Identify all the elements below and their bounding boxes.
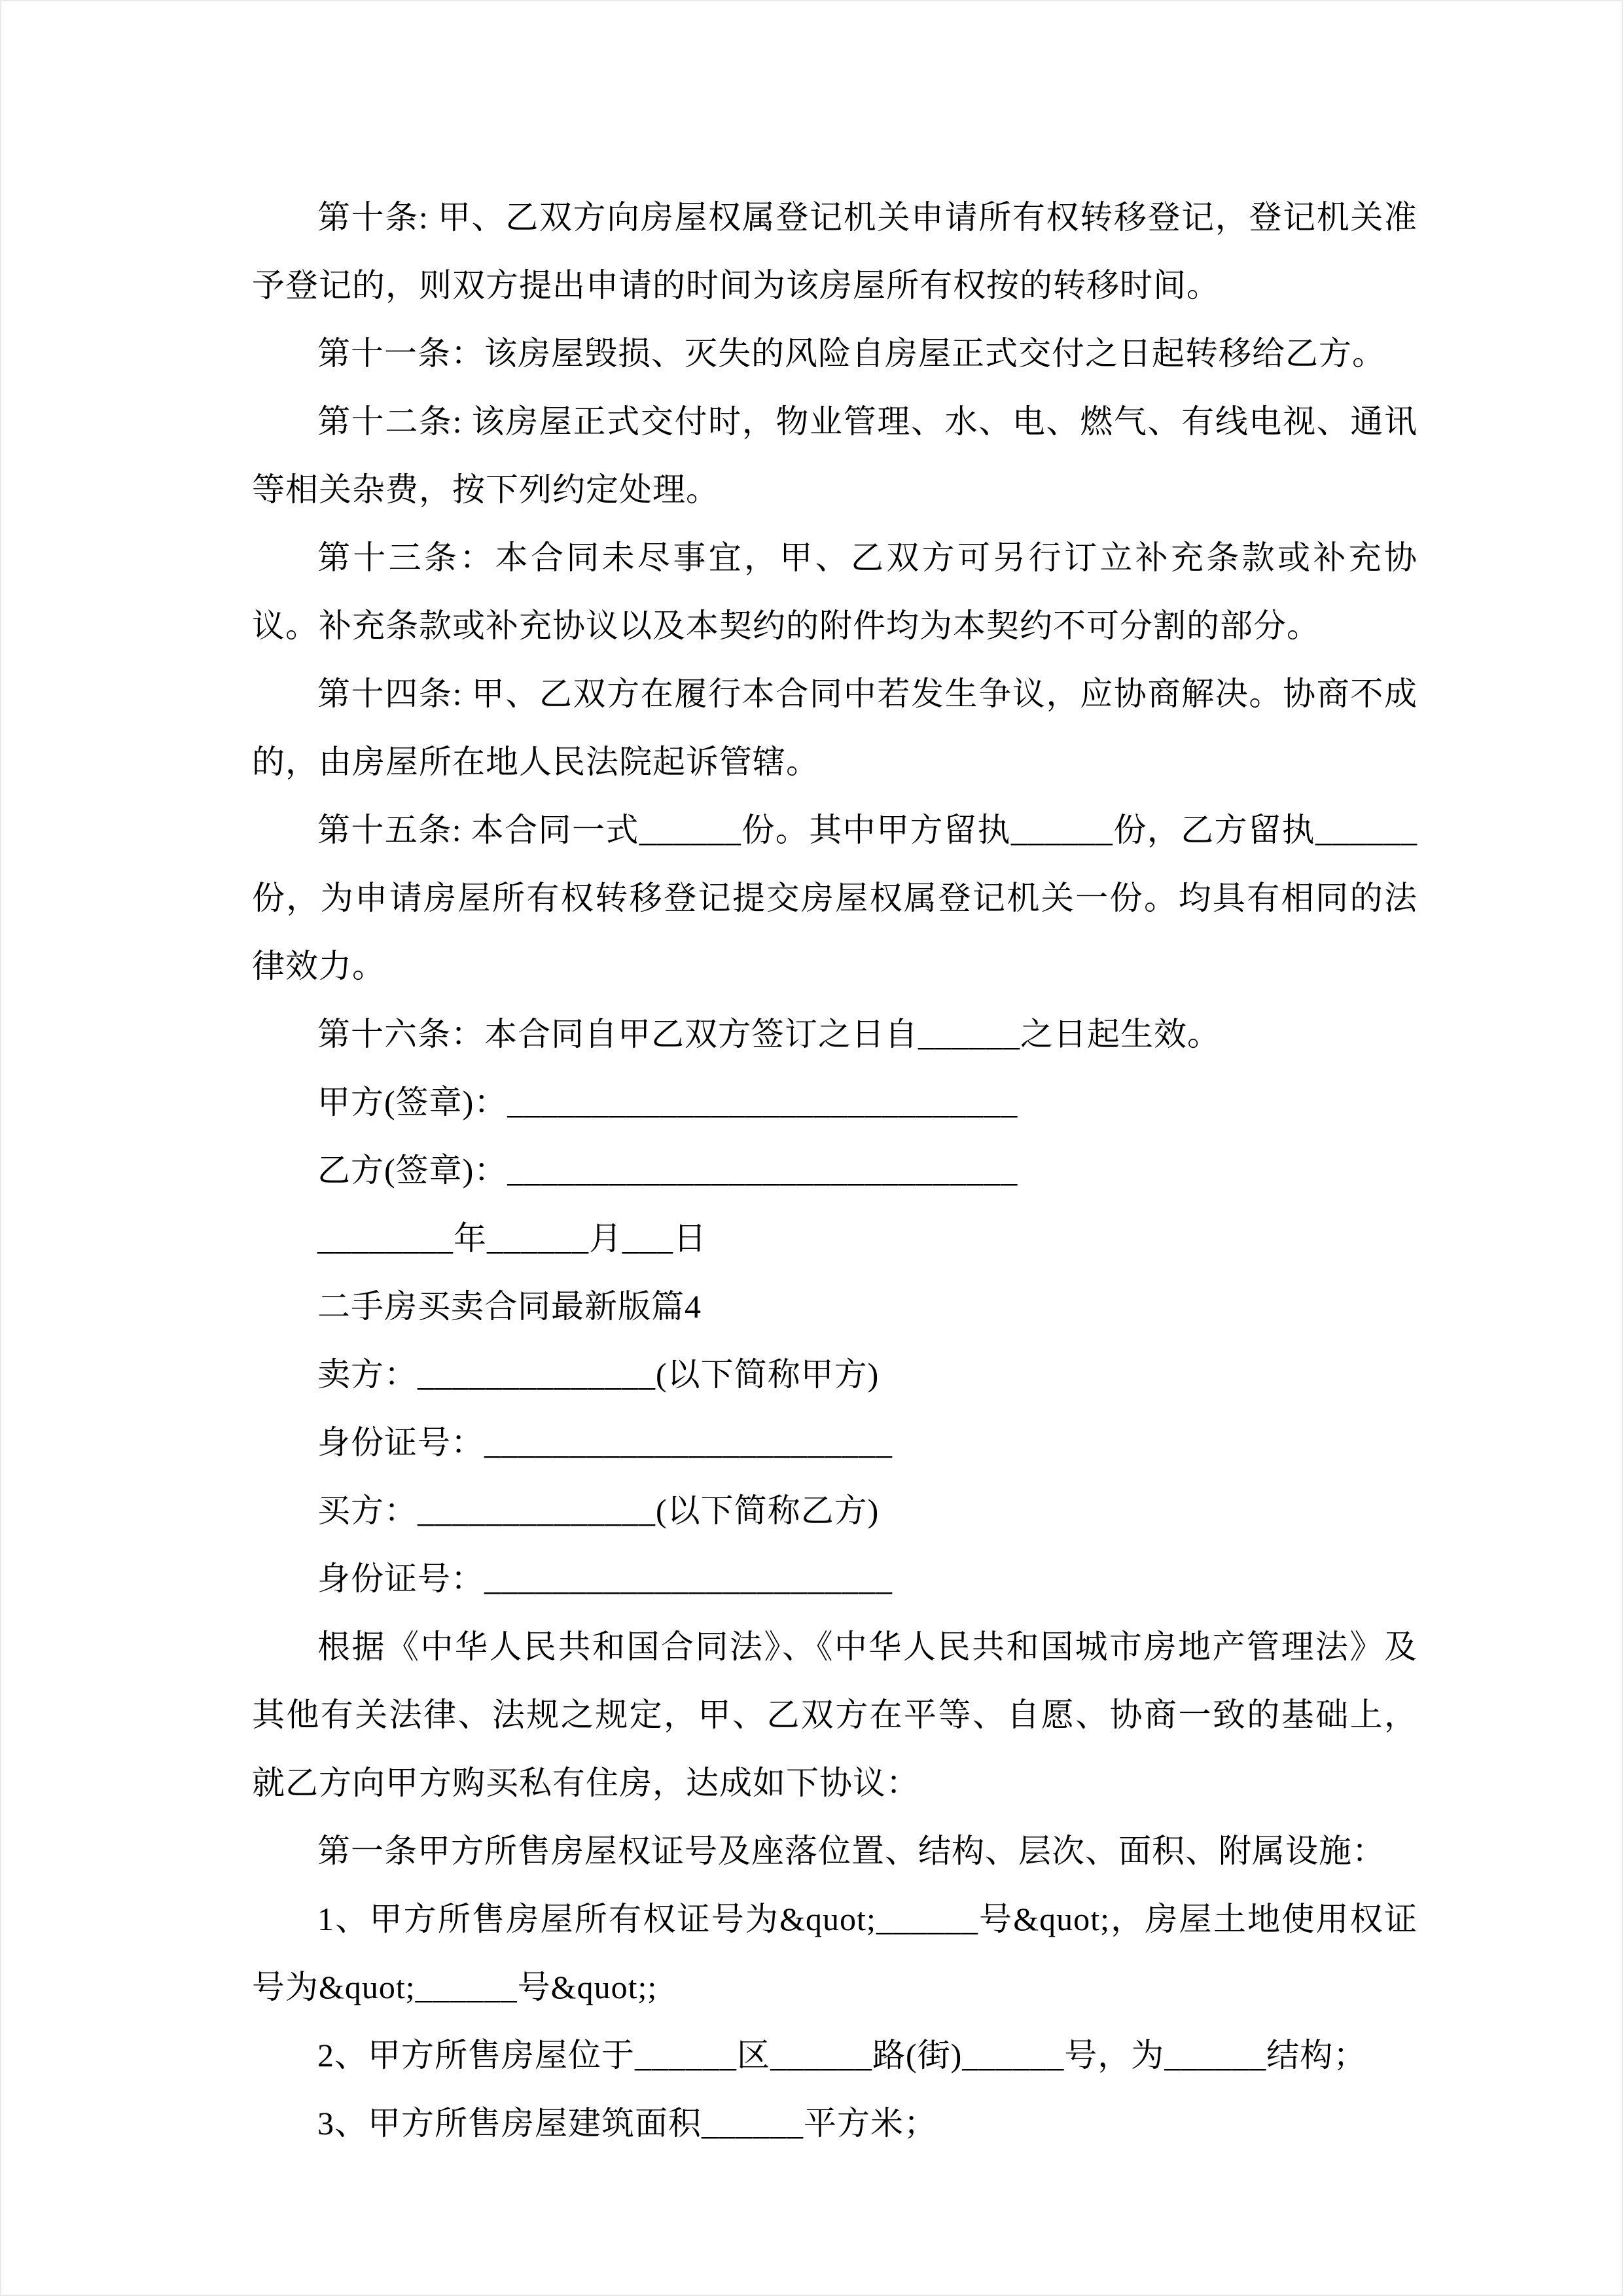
clause-1-item-1: 1、甲方所售房屋所有权证号为&quot;______号&quot;，房屋土地使用权证号为&quot;______号&quot;; — [252, 1901, 1418, 2005]
seller-line: 卖方：______________(以下简称甲方) — [317, 1356, 880, 1393]
clause-14: 第十四条: 甲、乙双方在履行本合同中若发生争议，应协商解决。协商不成的，由房屋所在地人民法院起诉管辖。 — [252, 675, 1418, 780]
signature-party-a: 甲方(签章)：______________________________ — [317, 1084, 1018, 1121]
clause-13: 第十三条：本合同未尽事宜，甲、乙双方可另行订立补充条款或补充协议。补充条款或补充协议以及本契约的附件均为本契约不可分割的部分。 — [252, 539, 1418, 644]
clause-11: 第十一条：该房屋毁损、灭失的风险自房屋正式交付之日起转移给乙方。 — [317, 335, 1385, 372]
clause-1-item-3: 3、甲方所售房屋建筑面积______平方米； — [317, 2105, 937, 2142]
clause-12: 第十二条: 该房屋正式交付时，物业管理、水、电、燃气、有线电视、通讯等相关杂费，按下列约定处理。 — [252, 403, 1418, 508]
clause-1-heading: 第一条甲方所售房屋权证号及座落位置、结构、层次、面积、附属设施： — [317, 1833, 1385, 1869]
signature-party-b: 乙方(签章)：______________________________ — [317, 1152, 1018, 1189]
date-line: ________年______月___日 — [317, 1220, 707, 1257]
buyer-id-line: 身份证号：________________________ — [317, 1560, 893, 1597]
preamble: 根据《中华人民共和国合同法》、《中华人民共和国城市房地产管理法》及其他有关法律、法规之规定，甲、乙双方在平等、自愿、协商一致的基础上，就乙方向甲方购买私有住房，达成如下协议： — [252, 1628, 1418, 1801]
section-title-part-4: 二手房买卖合同最新版篇4 — [317, 1288, 702, 1325]
seller-id-line: 身份证号：________________________ — [317, 1424, 893, 1461]
buyer-line: 买方：______________(以下简称乙方) — [317, 1492, 880, 1529]
contract-body — [252, 183, 1418, 2157]
clause-1-item-2: 2、甲方所售房屋位于______区______路(街)______号，为______结构； — [317, 2037, 1367, 2073]
clause-15: 第十五条: 本合同一式______份。其中甲方留执______份，乙方留执______份，为申请房屋所有权转移登记提交房屋权属登记机关一份。均具有相同的法律效力。 — [252, 812, 1418, 984]
clause-16: 第十六条：本合同自甲乙双方签订之日自______之日起生效。 — [317, 1016, 1221, 1052]
clause-10: 第十条: 甲、乙双方向房屋权属登记机关申请所有权转移登记，登记机关准予登记的，则双方提出申请的时间为该房屋所有权按的转移时间。 — [252, 199, 1418, 304]
